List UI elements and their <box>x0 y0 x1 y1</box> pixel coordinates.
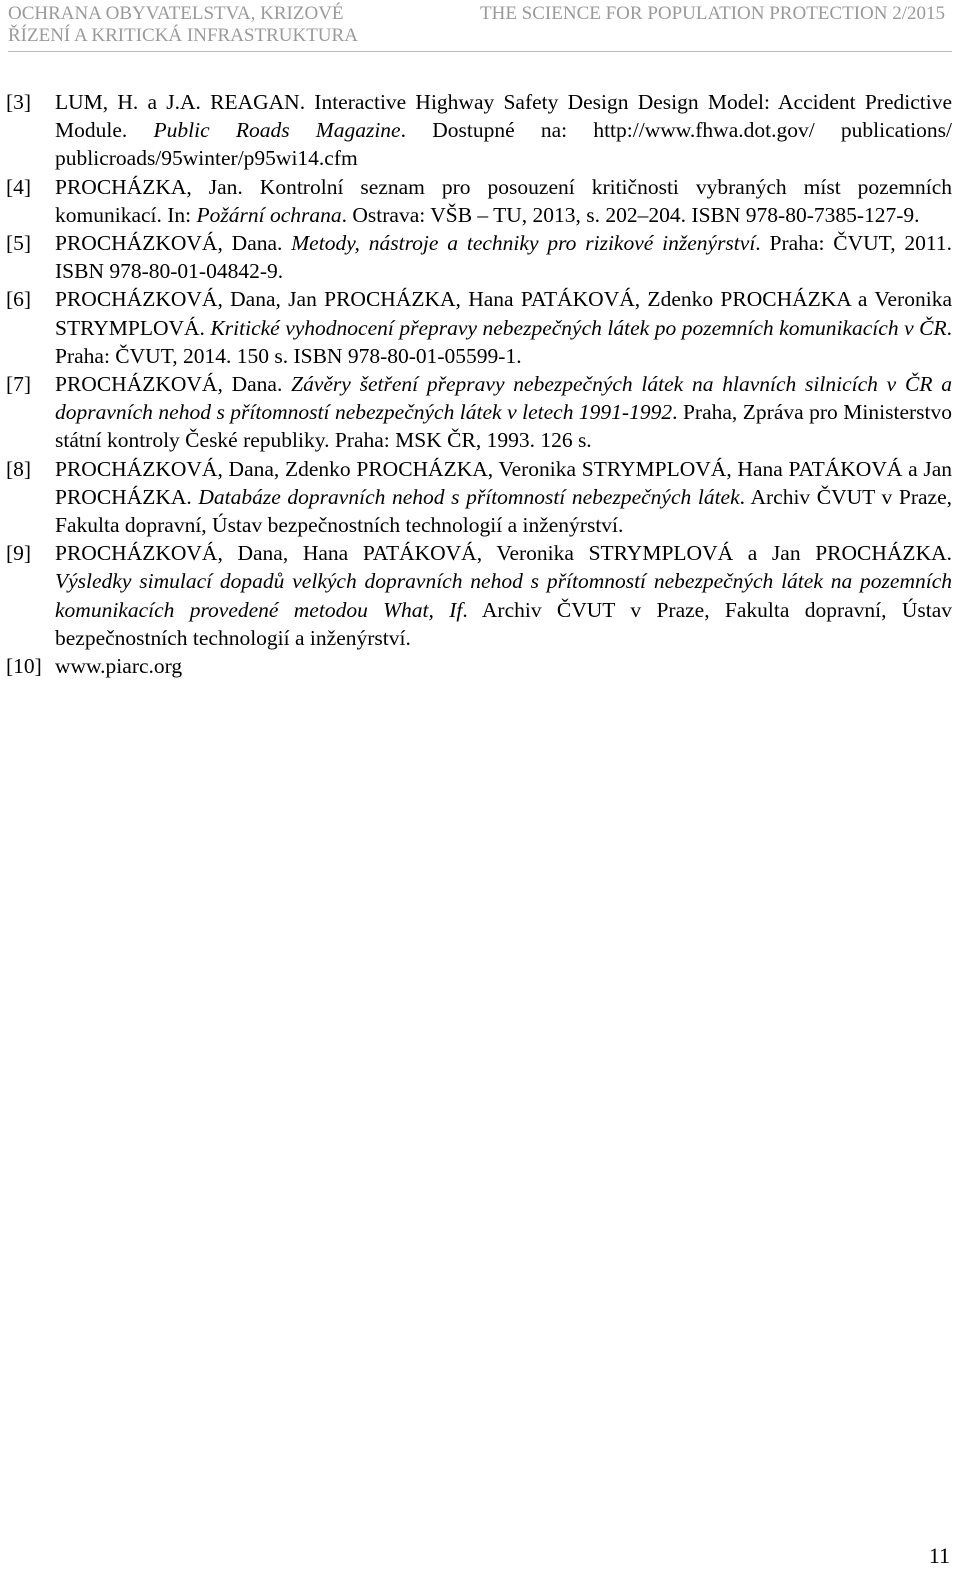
reference-item <box>6 88 952 173</box>
reference-number: [6] <box>6 287 32 312</box>
header-divider <box>8 51 952 52</box>
reference-item <box>6 539 952 652</box>
reference-text-segment: . Archiv ČVUT v Praze, Fakulta dopravní, Ústav bezpečnostních technologií a inženýrství. <box>55 484 953 538</box>
reference-item <box>6 370 952 455</box>
reference-item <box>6 285 952 370</box>
reference-text-segment: PROCHÁZKOVÁ, Dana. <box>55 231 292 256</box>
reference-title-italic: Výsledky simulací dopadů velkých dopravních nehod s přítomností nebezpečných látek na pozemních komunikacích provedené metodou What, If <box>55 569 952 622</box>
reference-text <box>55 88 952 173</box>
journal-title-czech <box>8 3 358 47</box>
journal-title-czech-line2: ŘÍZENÍ A KRITICKÁ INFRASTRUKTURA <box>8 25 358 46</box>
reference-number: [5] <box>6 231 32 256</box>
reference-text <box>55 370 952 455</box>
reference-text <box>55 173 952 229</box>
reference-text-segment: . Praha, Zpráva pro Ministerstvo státní kontroly České republiky. Praha: MSK ČR, 1993. 126 s. <box>55 400 952 453</box>
reference-text-segment: . Dostupné na: http://www.fhwa.dot.gov/ publications/ publicroads/95winter/p95wi14.cfm <box>55 118 952 171</box>
reference-title-italic: Požární ochrana <box>196 202 342 227</box>
reference-title-italic: Závěry šetření přepravy nebezpečných látek na hlavních silnicích v ČR a dopravních nehod s přítomností nebezpečných látek v letech 1991-1992 <box>55 372 952 425</box>
reference-item <box>6 455 952 540</box>
reference-item <box>6 229 952 285</box>
reference-text-segment: PROCHÁZKOVÁ, Dana, Hana PATÁKOVÁ, Veronika STRYMPLOVÁ a Jan PROCHÁZKA. <box>55 541 952 566</box>
reference-title-italic: Kritické vyhodnocení přepravy nebezpečných látek po pozemních komunikacích v ČR <box>210 315 947 340</box>
reference-item <box>6 173 952 229</box>
reference-item <box>6 652 952 680</box>
reference-text-segment: . Ostrava: VŠB – TU, 2013, s. 202–204. ISBN 978-80-7385-127-9. <box>341 202 920 227</box>
journal-title-english: THE SCIENCE FOR POPULATION PROTECTION 2/2015 <box>480 3 945 24</box>
reference-text <box>55 229 952 285</box>
reference-number: [7] <box>6 372 32 397</box>
journal-title-czech-line1: OCHRANA OBYVATELSTVA, KRIZOVÉ <box>8 3 344 24</box>
reference-number: [3] <box>6 90 32 114</box>
reference-number: [8] <box>6 456 32 481</box>
reference-number: [4] <box>6 174 32 199</box>
page-number: 11 <box>928 1543 950 1568</box>
reference-text-segment: PROCHÁZKA, Jan. Kontrolní seznam pro posouzení kritičnosti vybraných míst pozemních komunikací. In: <box>55 174 952 227</box>
reference-text <box>55 652 952 680</box>
reference-title-italic: Metody, nástroje a techniky pro rizikové inženýrství <box>291 231 756 256</box>
reference-text-segment: LUM, H. a J.A. REAGAN. Interactive Highway Safety Design Design Model: Accident Predictive Module. <box>55 90 952 143</box>
reference-text <box>55 285 952 370</box>
reference-text-segment: www.piarc.org <box>55 654 183 679</box>
reference-number: [9] <box>6 541 32 566</box>
reference-text-segment: . Praha: ČVUT, 2014. 150 s. ISBN 978-80-01-05599-1. <box>55 315 952 368</box>
reference-title-italic: Databáze dopravních nehod s přítomností nebezpečných látek <box>198 484 740 509</box>
reference-number: [10] <box>6 654 42 679</box>
reference-title-italic: Public Roads Magazine <box>153 118 401 143</box>
reference-text-segment: PROCHÁZKOVÁ, Dana, Zdenko PROCHÁZKA, Veronika STRYMPLOVÁ, Hana PATÁKOVÁ a Jan PROCHÁZKA. <box>55 456 952 509</box>
reference-text-segment: . Praha: ČVUT, 2011. ISBN 978-80-01-04842-9. <box>55 231 953 284</box>
running-header <box>0 0 960 52</box>
reference-text-segment: PROCHÁZKOVÁ, Dana. <box>55 372 292 397</box>
reference-list <box>6 88 952 680</box>
reference-text-segment: . Archiv ČVUT v Praze, Fakulta dopravní, Ústav bezpečnostních technologií a inženýrství. <box>55 597 952 650</box>
reference-text <box>55 455 952 540</box>
reference-text-segment: PROCHÁZKOVÁ, Dana, Jan PROCHÁZKA, Hana PATÁKOVÁ, Zdenko PROCHÁZKA a Veronika STRYMPLOVÁ. <box>55 287 952 340</box>
reference-text <box>55 539 952 652</box>
